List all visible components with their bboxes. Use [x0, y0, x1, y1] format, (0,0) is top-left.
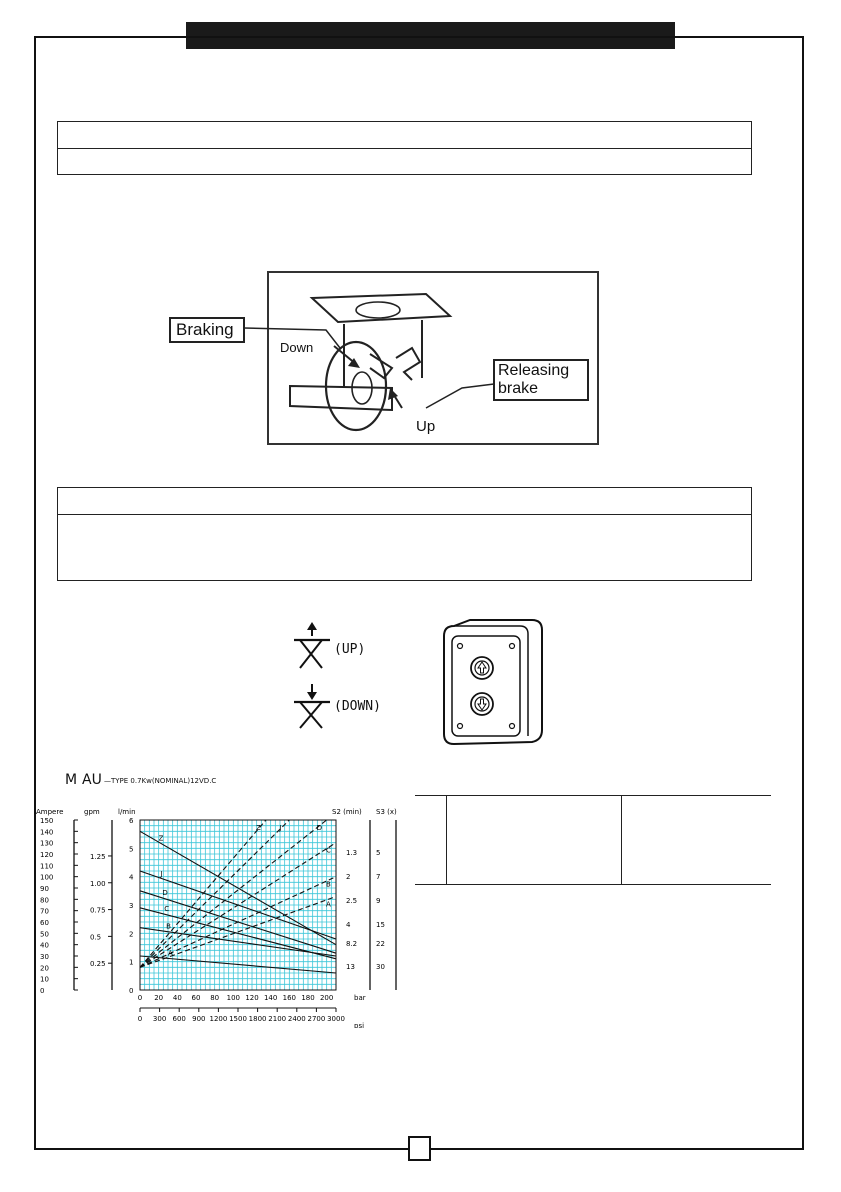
chart-model-prefix: M: [65, 772, 78, 788]
x-bar-tick-label: 0: [137, 994, 143, 1002]
lmin-tick-label: 2: [129, 930, 134, 939]
gpm-tick-label: 1.00: [90, 879, 106, 888]
psi-tick-label: 2700: [307, 1015, 326, 1023]
s2-tick-label: 4: [346, 921, 351, 929]
ampere-tick-label: 50: [40, 930, 49, 939]
spec-table: [415, 795, 771, 885]
ampere-tick-label: 100: [40, 873, 54, 882]
psi-tick-label: 2400: [287, 1015, 306, 1023]
current-line-label-C: C: [164, 904, 170, 913]
chart-model-suffix: AU: [82, 772, 102, 788]
pump-performance-chart: [30, 788, 410, 1028]
s3-tick-label: 15: [376, 921, 385, 929]
s3-tick-label: 5: [376, 849, 381, 857]
x-bar-tick-label: 160: [282, 994, 297, 1002]
psi-tick-label: 1200: [209, 1015, 228, 1023]
psi-tick-label: 900: [192, 1015, 206, 1023]
gpm-tick-label: 1.25: [90, 852, 106, 861]
gpm-tick-label: 0.5: [90, 933, 102, 942]
s2-tick-label: 2: [346, 873, 351, 881]
x-bar-tick-label: 60: [191, 994, 201, 1002]
section-box-2: [57, 487, 752, 581]
current-line-label-Z: Z: [158, 834, 164, 843]
s2-axis-label: S2 (min): [332, 808, 362, 816]
down-symbol-label: (DOWN): [334, 699, 381, 714]
lmin-axis-label: l/min: [118, 808, 136, 816]
s2-tick-label: 1.3: [346, 849, 358, 857]
psi-tick-label: 1500: [229, 1015, 247, 1023]
ampere-tick-label: 20: [40, 964, 49, 973]
ampere-tick-label: 140: [40, 828, 54, 837]
gpm-tick-label: 0.75: [90, 906, 106, 915]
spec-table-divider-2: [621, 796, 622, 884]
s3-tick-label: 7: [376, 873, 381, 881]
ampere-tick-label: 130: [40, 839, 54, 848]
s3-tick-label: 9: [376, 897, 381, 905]
ampere-tick-label: 110: [40, 862, 54, 871]
ampere-tick-label: 0: [40, 987, 45, 995]
x-bar-axis-label: bar: [354, 994, 366, 1002]
flow-line-label-C: C: [326, 846, 331, 855]
releasing-label-line2: brake: [498, 380, 539, 397]
down-label: Down: [280, 340, 314, 355]
x-bar-tick-label: 200: [319, 994, 334, 1002]
spec-table-divider-1: [446, 796, 447, 884]
ampere-tick-label: 120: [40, 851, 54, 859]
page-number-box: [408, 1136, 431, 1161]
section-box-1: [57, 121, 752, 175]
flow-line-label-B: B: [326, 880, 331, 889]
psi-tick-label: 0: [137, 1015, 143, 1023]
braking-label: Braking: [176, 320, 234, 339]
ampere-tick-label: 70: [40, 907, 49, 916]
x-bar-tick-label: 40: [172, 994, 182, 1002]
ampere-tick-label: 90: [40, 885, 49, 893]
x-bar-tick-label: 180: [301, 994, 315, 1002]
flow-line-label-Z: Z: [256, 824, 261, 832]
control-symbols: [288, 620, 338, 730]
current-line-label-B: B: [166, 922, 171, 931]
ampere-axis-label: Ampere: [36, 808, 64, 816]
psi-tick-label: 600: [172, 1015, 186, 1023]
x-bar-tick-label: 80: [210, 994, 220, 1002]
x-bar-tick-label: 20: [154, 994, 164, 1002]
ampere-tick-label: 150: [40, 817, 54, 825]
x-bar-tick-label: 140: [263, 994, 278, 1002]
lmin-tick-label: 1: [129, 958, 134, 967]
lmin-tick-label: 4: [129, 873, 134, 882]
section-box-1-header: [58, 122, 751, 149]
caster-drawing: [130, 268, 610, 448]
ampere-tick-label: 30: [40, 953, 49, 961]
ampere-tick-label: 80: [40, 896, 49, 905]
psi-axis-label: psi: [354, 1022, 365, 1028]
s3-tick-label: 30: [376, 963, 385, 971]
flow-line-label-J: J: [279, 824, 282, 832]
gpm-axis-label: gpm: [84, 808, 100, 816]
pendant-remote: [440, 618, 546, 746]
s3-tick-label: 22: [376, 940, 385, 948]
current-line-label-D: D: [162, 889, 168, 898]
caster-illustration: [130, 268, 610, 448]
up-button[interactable]: [471, 657, 493, 679]
psi-tick-label: 3000: [327, 1015, 345, 1023]
chart-type-text: —TYPE 0.7Kw(NOMINAL)12VD.C: [104, 777, 217, 785]
up-symbol-label: (UP): [334, 642, 366, 657]
up-label: Up: [416, 418, 436, 435]
lmin-tick-label: 6: [129, 817, 134, 825]
section-box-2-header: [58, 488, 751, 515]
s2-tick-label: 2.5: [346, 897, 358, 905]
lmin-tick-label: 5: [129, 845, 134, 854]
x-bar-tick-label: 120: [245, 994, 259, 1002]
releasing-label-line1: Releasing: [498, 362, 570, 379]
s3-axis-label: S3 (x): [376, 808, 397, 816]
lmin-tick-label: 3: [129, 902, 134, 910]
current-line-label-J: J: [160, 869, 163, 878]
x-bar-tick-label: 100: [226, 994, 241, 1002]
ampere-tick-label: 40: [40, 941, 49, 950]
current-line-label-A: A: [168, 949, 173, 958]
ampere-tick-label: 10: [40, 975, 49, 984]
ampere-tick-label: 60: [40, 919, 49, 927]
psi-tick-label: 300: [152, 1015, 167, 1023]
gpm-tick-label: 0.25: [90, 960, 106, 969]
s2-tick-label: 13: [346, 963, 355, 971]
flow-line-label-D: D: [316, 824, 323, 832]
lmin-tick-label: 0: [129, 987, 134, 995]
down-button[interactable]: [471, 693, 493, 715]
psi-tick-label: 2100: [268, 1015, 287, 1023]
flow-line-label-A: A: [326, 900, 331, 909]
psi-tick-label: 1800: [248, 1015, 267, 1023]
s2-tick-label: 8.2: [346, 940, 358, 948]
